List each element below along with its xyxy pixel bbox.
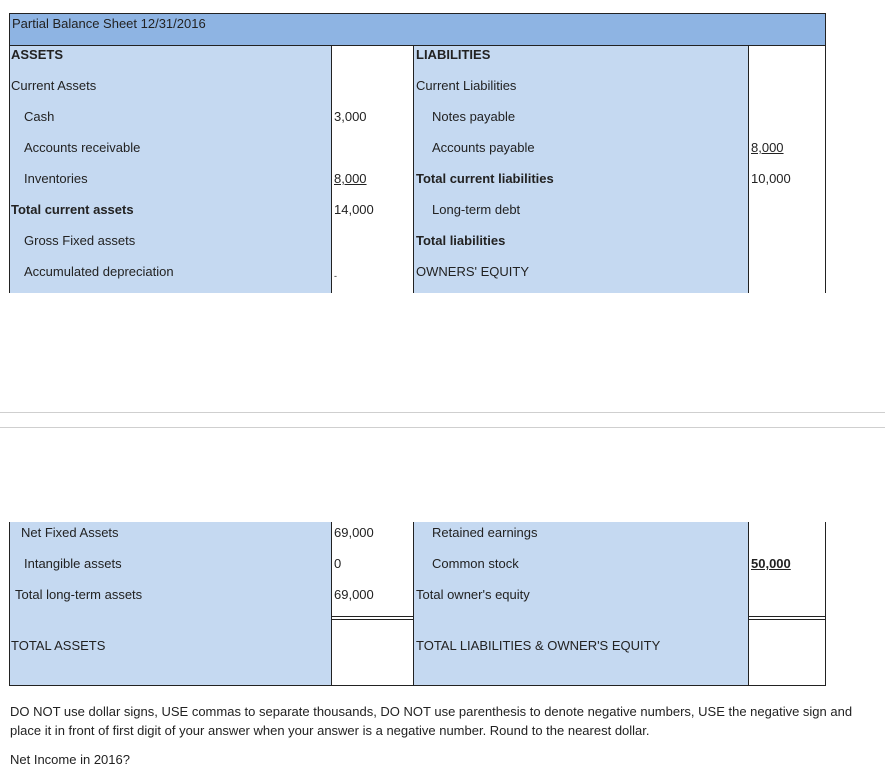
total-current-assets-value: 14,000 [334,202,374,217]
current-assets-label: Current Assets [11,78,97,93]
total-current-liabilities-label: Total current liabilities [416,171,554,186]
common-stock-value: 50,000 [751,556,791,571]
table-bottom-border [9,685,826,686]
double-rule [331,619,414,620]
page-break-line [0,412,885,413]
accounts-receivable-label: Accounts receivable [24,140,141,155]
total-assets-label: TOTAL ASSETS [11,638,106,653]
divider [331,46,332,293]
sheet-title: Partial Balance Sheet 12/31/2016 [12,16,206,31]
intangible-assets-value: 0 [334,556,342,571]
total-long-term-assets-label: Total long-term assets [15,587,143,602]
divider [825,522,826,686]
divider [413,46,414,293]
intangible-assets-label: Intangible assets [24,556,122,571]
divider [748,46,749,293]
net-fixed-assets-label: Net Fixed Assets [21,525,119,540]
divider [9,46,10,293]
liabilities-header: LIABILITIES [416,47,491,62]
long-term-debt-label: Long-term debt [432,202,521,217]
total-liabilities-equity-label: TOTAL LIABILITIES & OWNER'S EQUITY [416,638,661,653]
divider [413,522,414,686]
assets-column-continued [9,522,332,686]
divider [9,522,10,686]
accounts-payable-value: 8,000 [751,140,784,155]
cash-label: Cash [24,109,55,124]
owners-equity-label: OWNERS' EQUITY [416,264,529,279]
inventories-value: 8,000 [334,171,367,186]
double-rule [748,619,826,620]
total-current-assets-label: Total current assets [11,202,134,217]
equity-column-continued [413,522,748,686]
inventories-label: Inventories [24,171,88,186]
total-owners-equity-label: Total owner's equity [416,587,530,602]
page-break-line [0,427,885,428]
net-fixed-assets-value: 69,000 [334,525,374,540]
total-long-term-assets-value: 69,000 [334,587,374,602]
assets-header: ASSETS [11,47,64,62]
question-text: Net Income in 2016? [10,752,130,767]
accumulated-depreciation-label: Accumulated depreciation [24,264,174,279]
current-liabilities-label: Current Liabilities [416,78,517,93]
notes-payable-label: Notes payable [432,109,516,124]
retained-earnings-label: Retained earnings [432,525,538,540]
instructions-text: DO NOT use dollar signs, USE commas to separate thousands, DO NOT use parenthesis to denote negative numbers, USE the negative sign and place it in front of first digit of your answer when your answer is a negative number. Round to the nearest dollar. [10,704,853,738]
common-stock-label: Common stock [432,556,519,571]
divider [825,46,826,293]
cash-value: 3,000 [334,109,367,124]
double-rule [748,616,826,617]
total-current-liabilities-value: 10,000 [751,171,791,186]
double-rule [331,616,414,617]
divider [748,522,749,686]
sheet-title-bar [9,13,826,46]
accumulated-depreciation-value: - [334,271,337,281]
gross-fixed-assets-label: Gross Fixed assets [24,233,136,248]
total-liabilities-label: Total liabilities [416,233,506,248]
accounts-payable-label: Accounts payable [432,140,535,155]
divider [331,522,332,686]
